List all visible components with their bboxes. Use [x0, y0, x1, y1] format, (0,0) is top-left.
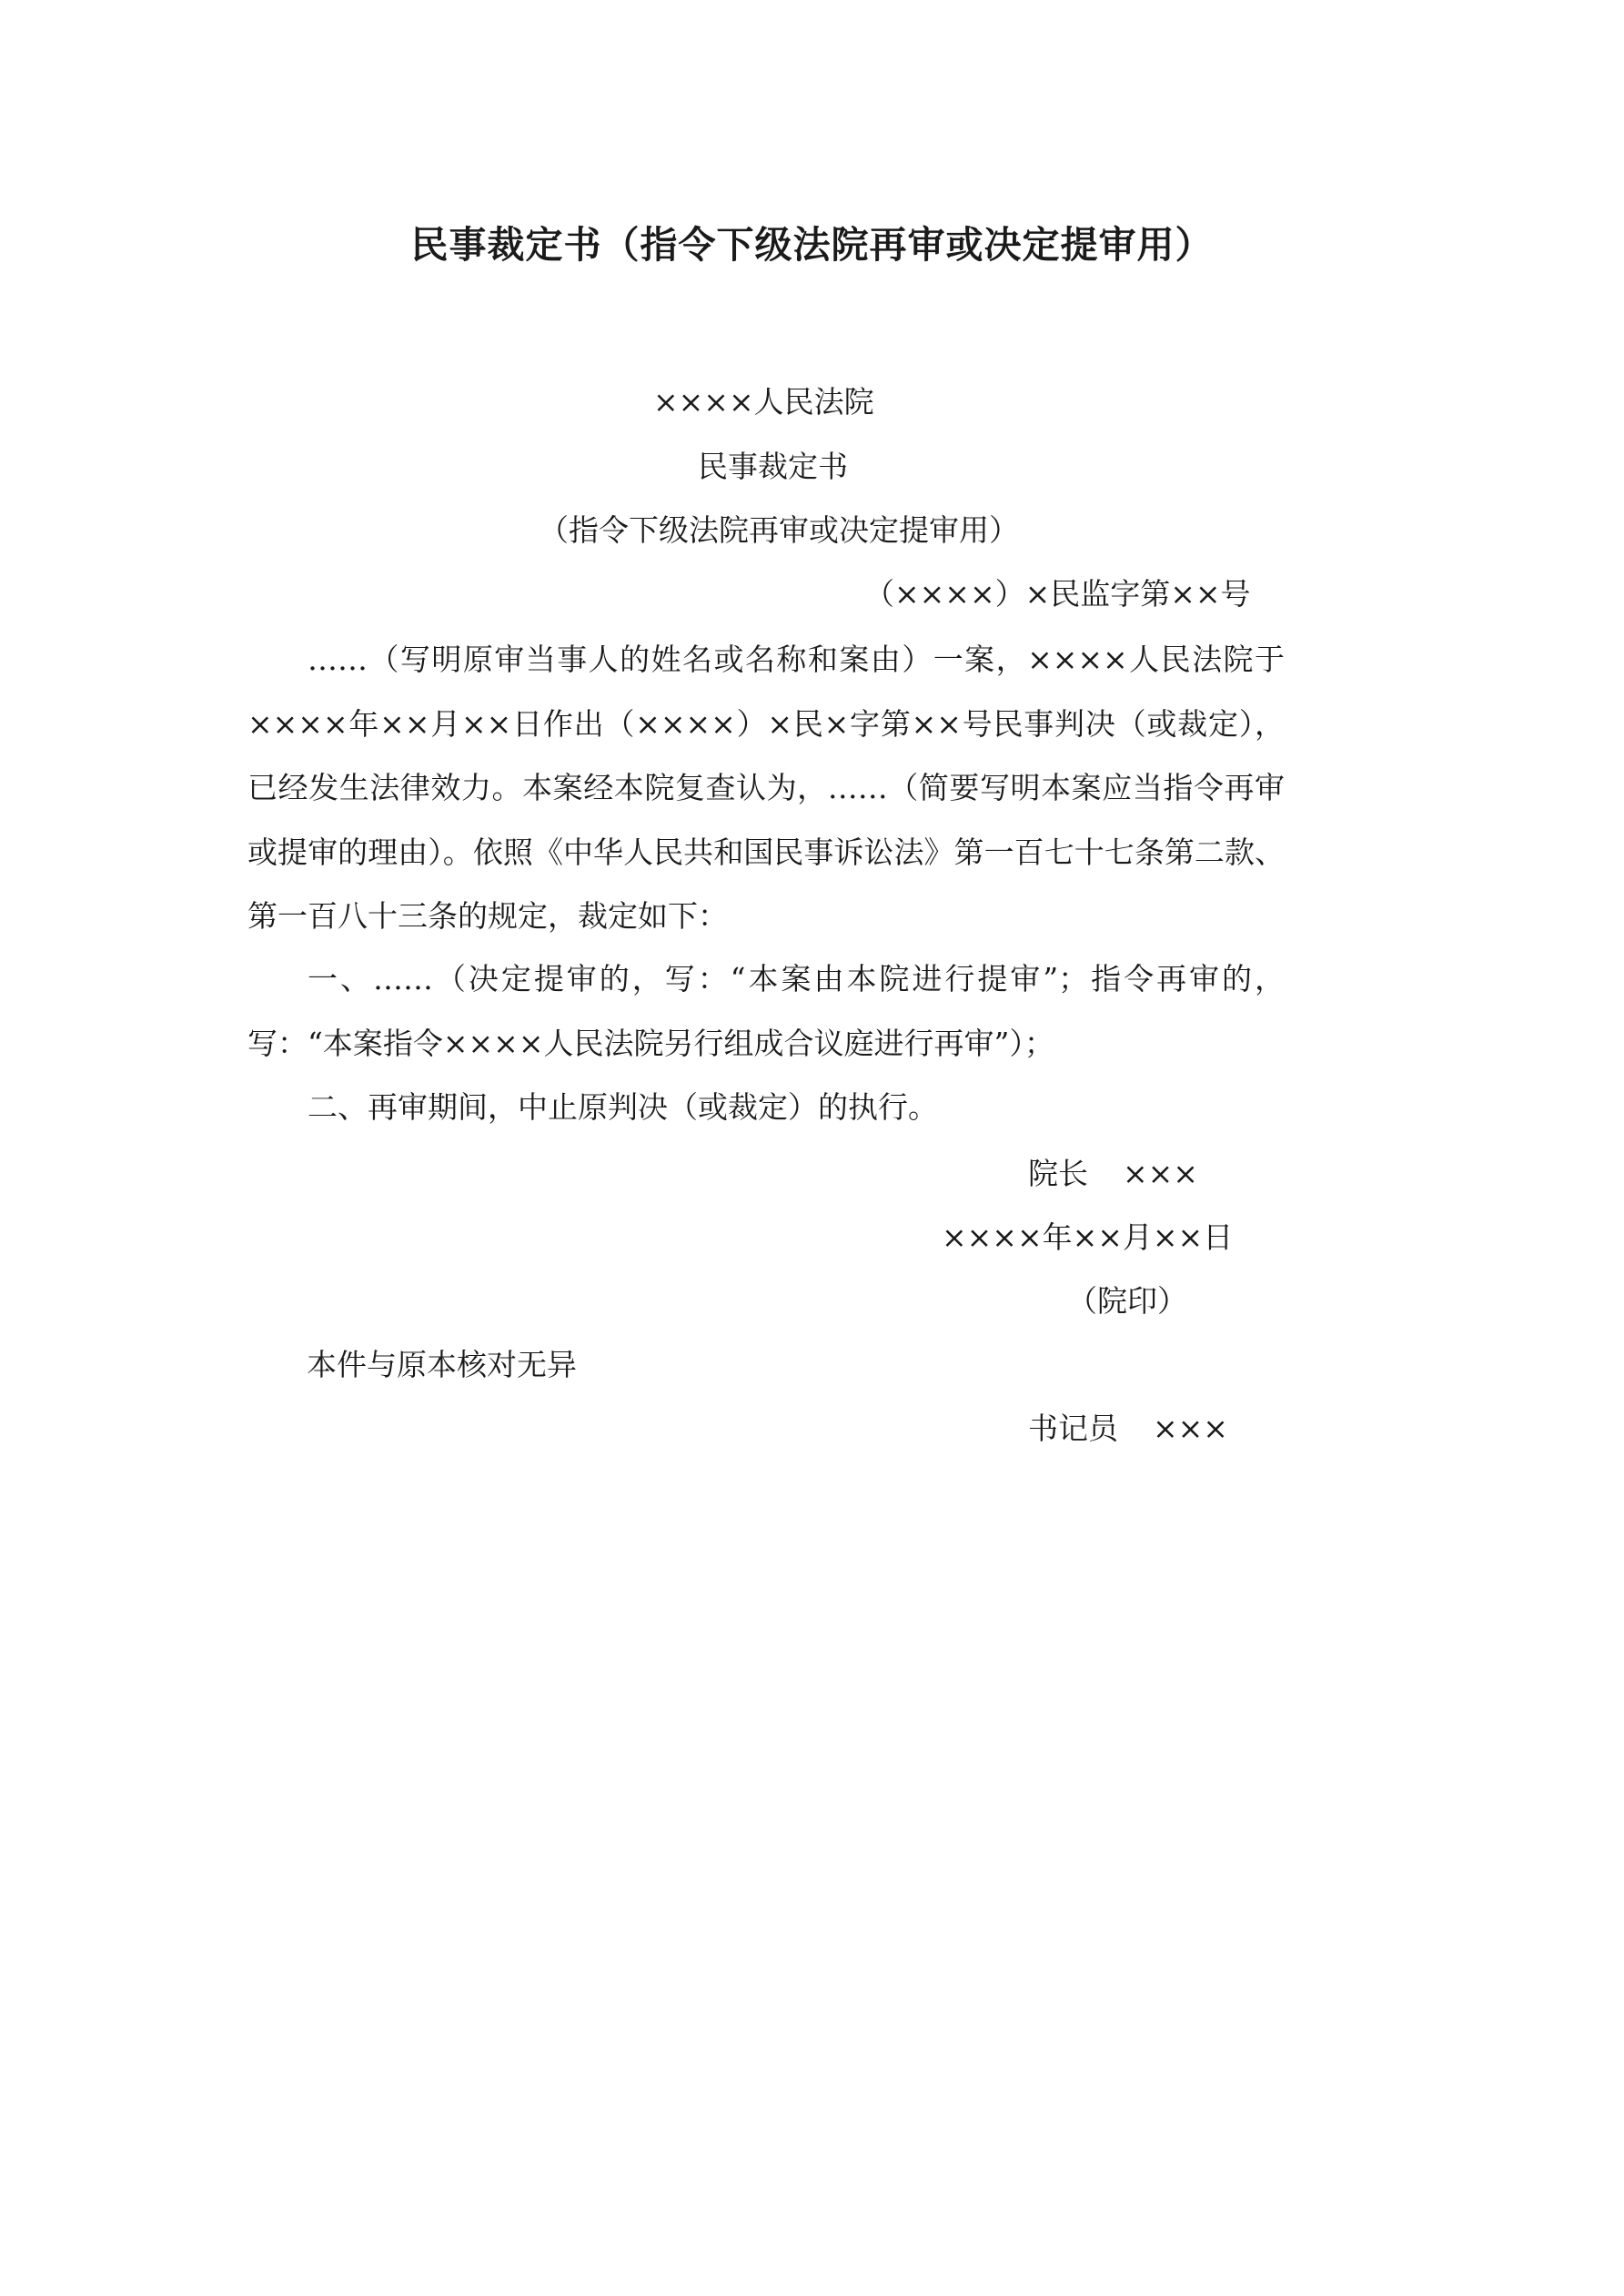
- document-subtype: （指令下级法院再审或决定提审用）: [539, 512, 1019, 548]
- court-seal: （院印）: [1067, 1283, 1187, 1319]
- document-type: 民事裁定书: [698, 449, 848, 484]
- president-title: 院长: [1028, 1156, 1088, 1191]
- clerk-name: ×××: [1153, 1411, 1228, 1446]
- document-title: 民事裁定书（指令下级法院再审或决定提审用）: [410, 223, 1214, 267]
- verification-note: 本件与原本核对无异: [307, 1347, 577, 1382]
- clerk-title: 书记员: [1028, 1411, 1118, 1446]
- president-name: ×××: [1123, 1156, 1198, 1191]
- ruling-item-2: 二、再审期间，中止原判决（或裁定）的执行。: [308, 1089, 938, 1125]
- ruling-date: ××××年××月××日: [942, 1219, 1234, 1255]
- court-name: ××××人民法院: [653, 384, 874, 420]
- body-paragraph: ……（写明原审当事人的姓名或名称和案由）一案，××××人民法院于××××年××月××日作出（××××）×民×字第××号民事判决（或裁定），已经发生法律效力。本案经本院复查认为，……（简要写明本案应当指令再审或提审的理由）。依照《中华人民共和国民事诉讼法》第一百七十七条第二款、第一百八十三条的规定，裁定如下：: [247, 642, 1285, 934]
- clerk-signature: [1028, 1411, 1228, 1447]
- ruling-item-1: 一、……（决定提审的，写：“本案由本院进行提审”；指令再审的，写：“本案指令××××人民法院另行组成合议庭进行再审”）；: [247, 961, 1285, 1061]
- president-signature: [1028, 1156, 1198, 1192]
- case-number: （××××）×民监字第××号: [864, 576, 1251, 612]
